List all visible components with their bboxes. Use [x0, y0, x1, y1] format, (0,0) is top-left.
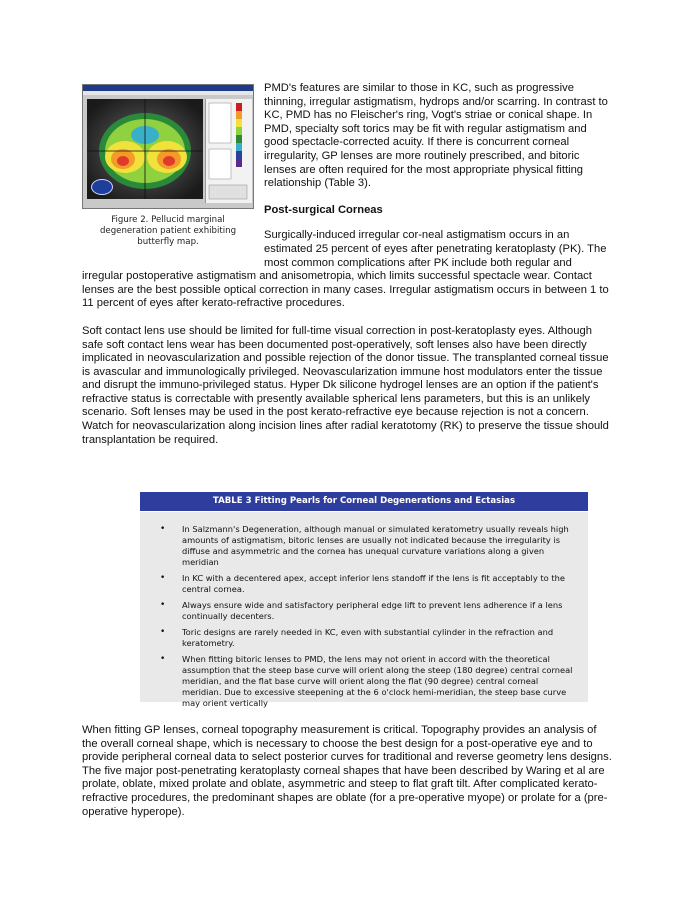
post-surgical-paragraph-1: Surgically-induced irregular cor-neal astigmatism occurs in an estimated 25 percent of eyes after penetrating keratoplasty (PK). The most common complications after PK include both regular and irregular postoperative astigmatism and anisometropia, which limits successful spectacle wear. Contact lenses are the best possible optical correction in many cases. Irregular astigmatism occurs in between 1 to 11 percent of eyes after kerato-refractive procedures.	[82, 229, 609, 310]
table-3-list	[140, 512, 588, 709]
bullet-icon: •	[160, 600, 166, 610]
topography-paragraph: When fitting GP lenses, corneal topography measurement is critical. Topography provides an analysis of the overall corneal shape, which is necessary to choose the best design for a post-operative eye and to provide peripheral corneal data to select posterior curves for traditional and reverse geometry lens designs. The five major post-penetrating keratoplasty corneal shapes that have been described by Waring et al are prolate, oblate, mixed prolate and oblate, asymmetric and steep to flat graft tilt. After complicated kerato-refractive procedures, the predominant shapes are oblate (for a pre-operative myope) or prolate for a (pre-operative hyperope).	[82, 724, 612, 818]
figure-float-spacer	[82, 82, 264, 260]
list-item: • In KC with a decentered apex, accept inferior lens standoff if the lens is fit acceptably to the central cornea.	[160, 573, 565, 594]
figure-caption: Figure 2. Pellucid marginal degeneration patient exhibiting butterfly map.	[99, 215, 237, 247]
list-item: • Always ensure wide and satisfactory peripheral edge lift to prevent lens adherence if a lens continually decenters.	[160, 600, 563, 621]
post-surgical-paragraph-2: Soft contact lens use should be limited for full-time visual correction in post-keratoplasty eyes. Although safe soft contact lens wear has been documented post-operatively, soft lenses also have been directly implicated in neovascularization and possible rejection of the donor tissue. The transplanted corneal tissue is avascular and immunologically privileged. Neovascularization immune host modulators enter the tissue and disrupt the immuno-privileged status. Hyper Dk silicone hydrogel lenses are an option if the patient's refractive status is correctable with presently available spherical lens parameters, but this is an unlikely scenario. Soft lenses may be used in the post kerato-refractive eye because rejection is not a concern. Watch for neovascularization along incision lines after radial keratotomy (RK) to preserve the tissue should transplantation be required.	[82, 324, 609, 446]
list-item: • Toric designs are rarely needed in KC, even with substantial cylinder in the refraction and keratometry.	[160, 627, 554, 648]
intro-paragraph: PMD's features are similar to those in KC, such as progressive thinning, irregular astigmatism, hydrops and/or scarring. In contrast to KC, PMD has no Fleischer's ring, Vogt's striae or conical shape. In PMD, specialty soft torics may be fit with regular astigmatism and good spectacle-corrected acuity. If there is concurrent corneal irregularity, GP lenses are more routinely prescribed, and bitoric lenses are often required for the most appropriate physical fitting relationship (Table 3).	[264, 82, 608, 190]
bullet-icon: •	[160, 654, 166, 664]
section-heading: Post-surgical Corneas	[264, 203, 383, 216]
bullet-icon: •	[160, 573, 166, 583]
table-3-title: TABLE 3 Fitting Pearls for Corneal Degenerations and Ectasias	[140, 492, 588, 511]
bullet-icon: •	[160, 627, 166, 637]
table-3-box	[140, 492, 588, 708]
bullet-icon: •	[160, 524, 166, 534]
list-item: • In Salzmann's Degeneration, although manual or simulated keratometry usually reveals high amounts of astigmatism, bitoric lenses are usually not indicated because the irregularity is diffuse and asymmetric and the cornea has unequal curvature variations along a given meridian	[160, 524, 569, 567]
body-text-flow	[82, 82, 614, 447]
list-item: • When fitting bitoric lenses to PMD, the lens may not orient in accord with the theoretical assumption that the steep base curve will orient along the steep (180 degree) central corneal meridian, and the flat base curve will orient along the flat (90 degree) central corneal meridian. Due to excessive steepening at the 6 o'clock hemi-meridian, the steep base curve may orient vertically	[160, 654, 573, 708]
